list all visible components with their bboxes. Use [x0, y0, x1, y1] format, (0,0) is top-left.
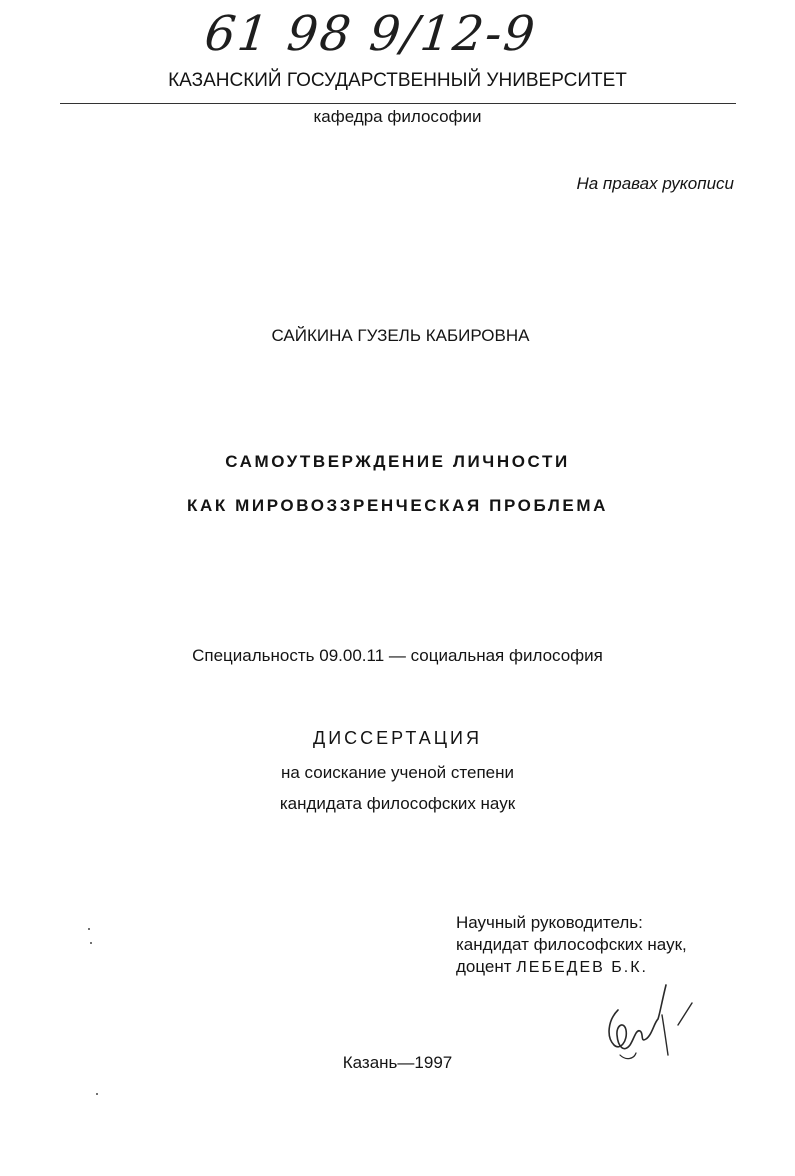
- specialty-line: Специальность 09.00.11 — социальная философия: [192, 646, 603, 665]
- scan-speck: [96, 1093, 98, 1095]
- supervisor-degree: кандидат философских наук,: [456, 935, 687, 954]
- handwritten-archive-code: 61 98 9/12-9: [202, 6, 540, 62]
- degree-line-2: кандидата философских наук: [279, 794, 516, 813]
- supervisor-name: ЛЕБЕДЕВ Б.К.: [516, 959, 648, 976]
- scan-speck: [90, 942, 92, 944]
- department-name: кафедра философии: [313, 107, 482, 126]
- scan-speck: [88, 928, 90, 930]
- manuscript-rights-note: На правах рукописи: [576, 174, 734, 193]
- university-name: КАЗАНСКИЙ ГОСУДАРСТВЕННЫЙ УНИВЕРСИТЕТ: [168, 70, 627, 91]
- supervisor-block: [456, 912, 687, 979]
- document-type: ДИССЕРТАЦИЯ: [313, 728, 482, 748]
- header-divider: [60, 103, 736, 104]
- city-and-year: Казань—1997: [342, 1053, 453, 1072]
- supervisor-position: доцент: [456, 957, 512, 976]
- supervisor-label: Научный руководитель:: [456, 913, 643, 932]
- dissertation-title-line-2: КАК МИРОВОЗЗРЕНЧЕСКАЯ ПРОБЛЕМА: [186, 496, 608, 515]
- degree-line-1: на соискание ученой степени: [280, 763, 514, 782]
- author-name: САЙКИНА ГУЗЕЛЬ КАБИРОВНА: [271, 326, 530, 345]
- dissertation-title-line-1: САМОУТВЕРЖДЕНИЕ ЛИЧНОСТИ: [225, 452, 570, 471]
